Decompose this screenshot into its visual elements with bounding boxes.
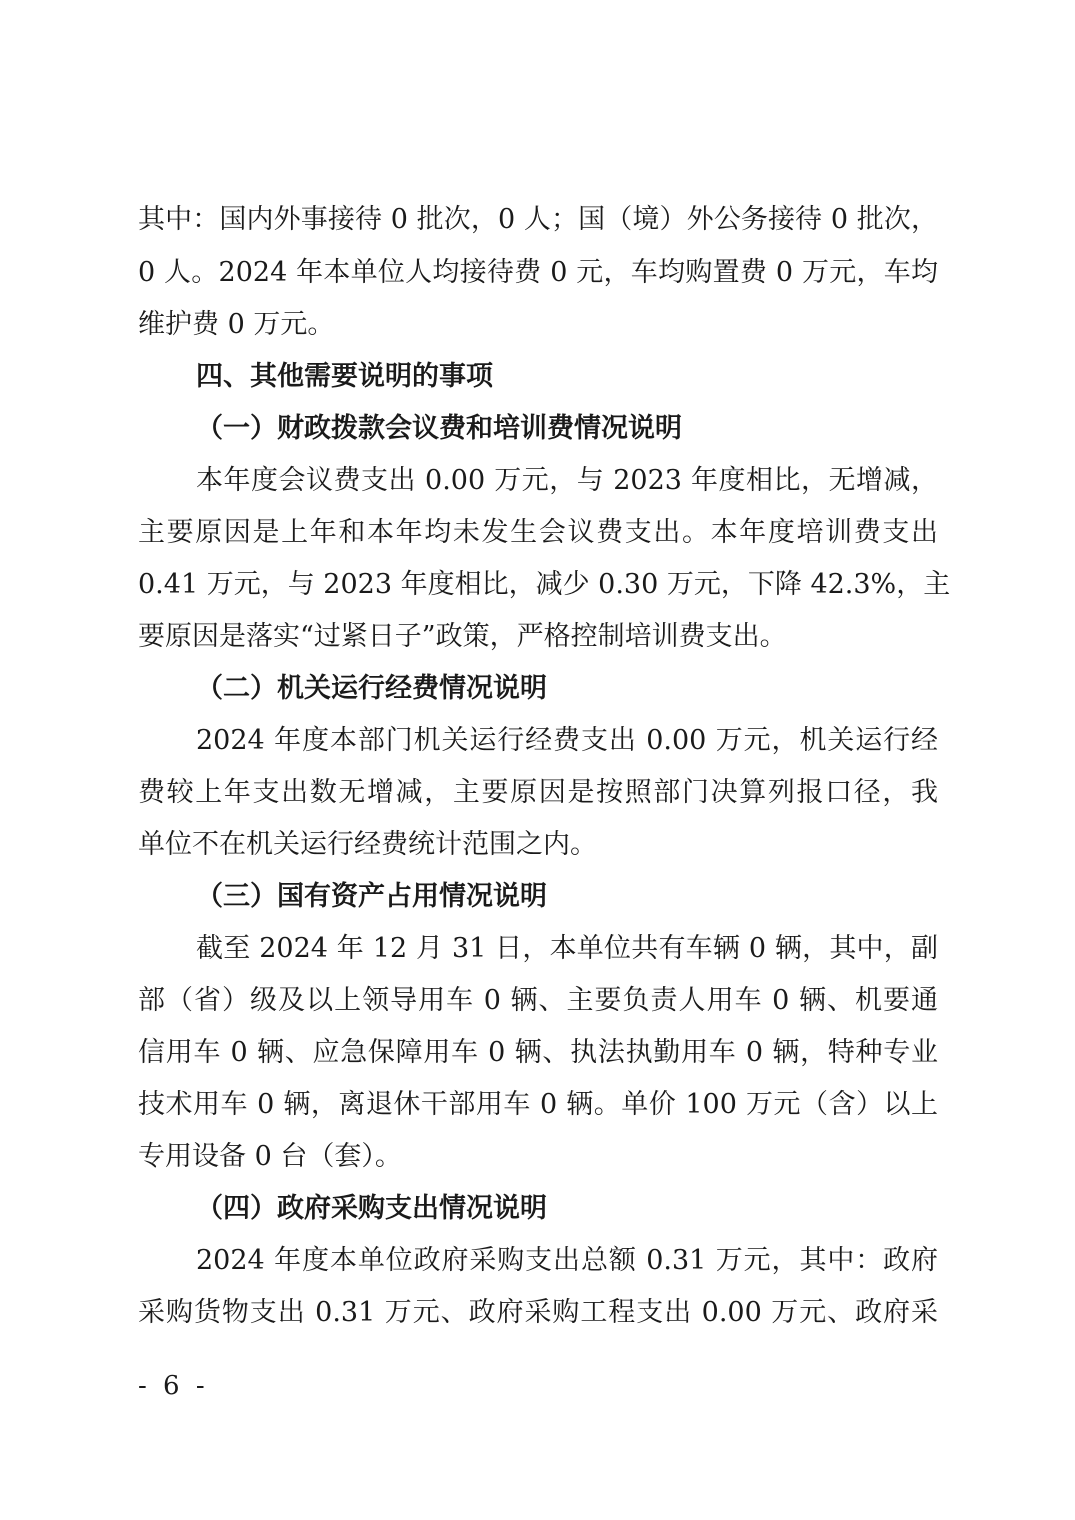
body-text-line: 专用设备 0 台（套）。 [138, 1141, 402, 1172]
body-text-line: 0 人。2024 年本单位人均接待费 0 元，车均购置费 0 万元，车均 [138, 257, 938, 288]
page-number: - 6 - [138, 1371, 209, 1401]
body-text-line: 单位不在机关运行经费统计范围之内。 [138, 829, 597, 860]
body-text-line: 2024 年度本部门机关运行经费支出 0.00 万元，机关运行经 [196, 725, 938, 756]
body-text-line: 要原因是落实“过紧日子”政策，严格控制培训费支出。 [138, 621, 787, 652]
body-text-line: 截至 2024 年 12 月 31 日，本单位共有车辆 0 辆，其中，副 [196, 933, 938, 964]
body-text-line: 费较上年支出数无增减，主要原因是按照部门决算列报口径，我 [138, 777, 938, 808]
section-heading: 四、其他需要说明的事项 [196, 361, 493, 392]
body-text-line: 本年度会议费支出 0.00 万元，与 2023 年度相比，无增减， [196, 465, 938, 496]
body-text-line: 其中：国内外事接待 0 批次，0 人；国（境）外公务接待 0 批次， [138, 204, 938, 235]
body-text-line: 部（省）级及以上领导用车 0 辆、主要负责人用车 0 辆、机要通 [138, 985, 938, 1016]
body-text-line: 采购货物支出 0.31 万元、政府采购工程支出 0.00 万元、政府采 [138, 1297, 938, 1328]
body-text-line: 维护费 0 万元。 [138, 309, 335, 340]
body-text-line: 主要原因是上年和本年均未发生会议费支出。本年度培训费支出 [138, 517, 938, 548]
subsection-heading: （三）国有资产占用情况说明 [196, 881, 547, 912]
body-text-line: 信用车 0 辆、应急保障用车 0 辆、执法执勤用车 0 辆，特种专业 [138, 1037, 938, 1068]
body-text-line: 0.41 万元，与 2023 年度相比，减少 0.30 万元，下降 42.3%，主 [138, 569, 951, 600]
body-text-line: 技术用车 0 辆，离退休干部用车 0 辆。单价 100 万元（含）以上 [138, 1089, 938, 1120]
subsection-heading: （二）机关运行经费情况说明 [196, 673, 547, 704]
subsection-heading: （四）政府采购支出情况说明 [196, 1193, 547, 1224]
body-text-line: 2024 年度本单位政府采购支出总额 0.31 万元，其中：政府 [196, 1245, 938, 1276]
subsection-heading: （一）财政拨款会议费和培训费情况说明 [196, 413, 682, 444]
